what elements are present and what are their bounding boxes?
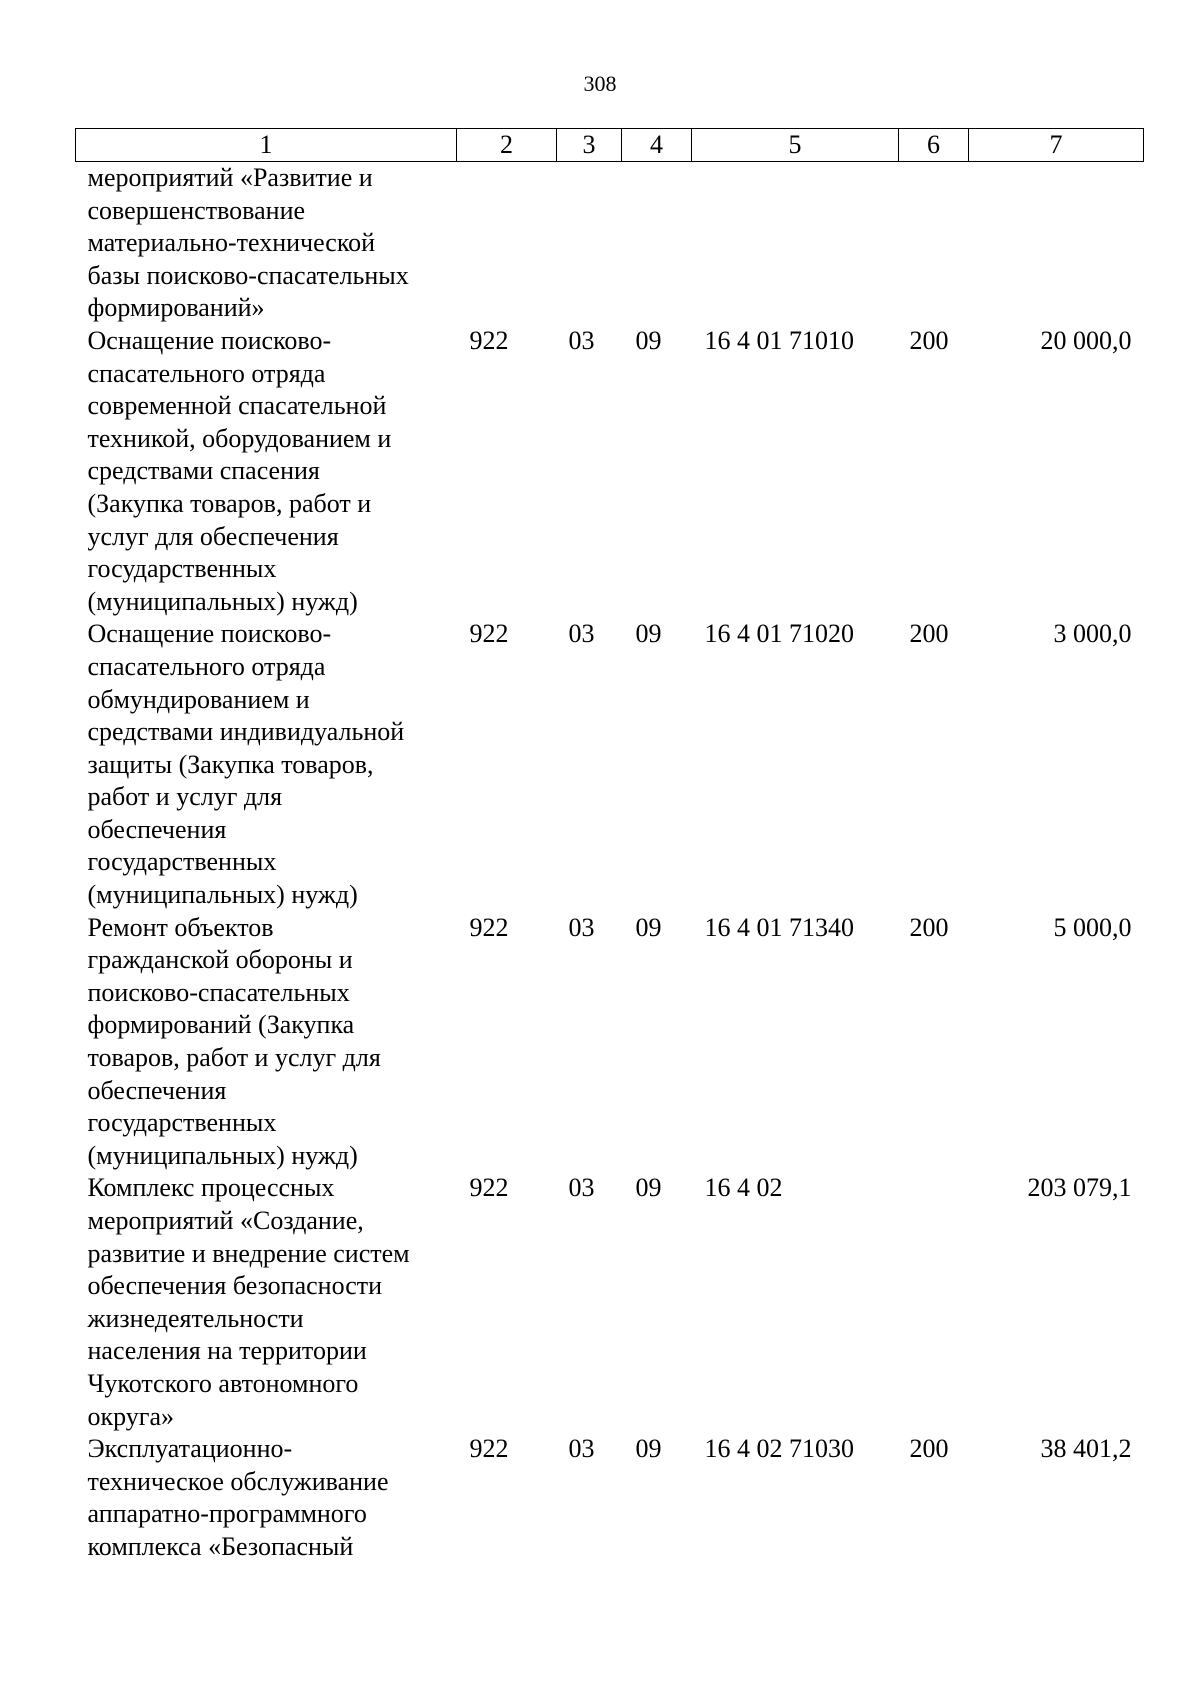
item-name-line: совершенствование <box>87 195 306 225</box>
item-name-line: спасательного отряда <box>87 651 326 681</box>
item-name-line: материально-технической <box>87 228 376 258</box>
amount-value: 3 000,0 <box>1053 619 1132 649</box>
item-name-line: Ремонт объектов <box>87 912 274 942</box>
item-name-line: (муниципальных) нужд) <box>87 1140 358 1170</box>
section-code: 03 <box>568 912 595 942</box>
item-name-line: государственных <box>87 847 277 877</box>
item-name-line: населения на территории <box>87 1336 367 1366</box>
admin-code: 922 <box>469 1434 509 1464</box>
item-name-line: обеспечения безопасности <box>87 1271 383 1301</box>
item-name-line: средствами индивидуальной <box>87 717 405 747</box>
admin-code: 922 <box>469 619 509 649</box>
item-name-line: товаров, работ и услуг для <box>87 1043 381 1073</box>
item-name-line: Эксплуатационно- <box>87 1434 293 1464</box>
item-name-line: обеспечения <box>87 1075 227 1105</box>
item-name-line: защиты (Закупка товаров, <box>87 749 374 779</box>
amount-value: 38 401,2 <box>1040 1434 1132 1464</box>
table-row <box>76 618 1144 911</box>
section-code: 03 <box>568 1173 595 1203</box>
table-row <box>76 162 1144 325</box>
target-article-code: 16 4 01 71340 <box>704 912 854 942</box>
item-name-line: округа» <box>87 1401 174 1431</box>
item-name-line: (муниципальных) нужд) <box>87 586 358 616</box>
item-name <box>76 1172 457 1433</box>
item-name-line: Оснащение поисково- <box>87 619 332 649</box>
item-name-line: (муниципальных) нужд) <box>87 880 358 910</box>
target-article-code <box>692 162 899 325</box>
header-row <box>76 129 1144 162</box>
column-header: 1 <box>76 129 457 162</box>
section-code: 03 <box>568 1434 595 1464</box>
target-article-code: 16 4 01 71010 <box>704 325 854 355</box>
item-name-line: формирований» <box>87 293 265 323</box>
column-header: 2 <box>457 129 557 162</box>
target-article-code: 16 4 01 71020 <box>704 619 854 649</box>
item-name-line: аппаратно-программного <box>87 1499 367 1529</box>
column-header: 3 <box>557 129 622 162</box>
column-header: 6 <box>899 129 969 162</box>
subsection-code: 09 <box>635 1434 662 1464</box>
item-name-line: мероприятий «Создание, <box>87 1206 364 1235</box>
item-name-line: современной спасательной <box>87 391 387 421</box>
table-row <box>76 912 1144 1173</box>
item-name-line: государственных <box>87 1108 277 1138</box>
item-name-line: формирований (Закупка <box>87 1010 355 1040</box>
item-name-line: развитие и внедрение систем <box>87 1238 410 1268</box>
admin-code: 922 <box>469 1173 509 1203</box>
item-name-line: поисково-спасательных <box>87 977 350 1007</box>
table-row <box>76 1172 1144 1433</box>
item-name <box>76 325 457 618</box>
expense-type-code <box>899 162 969 325</box>
amount-value: 20 000,0 <box>1040 325 1132 355</box>
budget-table <box>75 128 1144 1564</box>
expense-type-code: 200 <box>909 1434 949 1464</box>
item-name-line: работ и услуг для <box>87 782 283 812</box>
item-name-line: Чукотского автономного <box>87 1368 359 1398</box>
item-name-line: Комплекс процессных <box>87 1173 335 1203</box>
page-number: 308 <box>583 71 617 96</box>
item-name <box>76 1433 457 1563</box>
amount-value <box>969 162 1144 325</box>
admin-code: 922 <box>469 325 509 355</box>
item-name-line: мероприятий «Развитие и <box>87 163 373 192</box>
expense-type-code: 200 <box>909 912 949 942</box>
item-name-line: обмундированием и <box>87 684 310 714</box>
expense-type-code: 200 <box>909 619 949 649</box>
item-name-line: спасательного отряда <box>87 358 326 388</box>
expense-type-code: 200 <box>909 325 949 355</box>
item-name-line: комплекса «Безопасный <box>87 1531 354 1561</box>
item-name-line: государственных <box>87 554 277 584</box>
target-article-code: 16 4 02 <box>704 1173 783 1203</box>
section-code: 03 <box>568 619 595 649</box>
section-code: 03 <box>568 325 595 355</box>
table-row <box>76 1433 1144 1563</box>
item-name-line: техническое обслуживание <box>87 1466 389 1496</box>
item-name <box>76 912 457 1173</box>
item-name-line: Оснащение поисково- <box>87 325 332 355</box>
expense-type-code <box>899 1172 969 1433</box>
column-header: 5 <box>692 129 899 162</box>
section-code <box>557 162 622 325</box>
subsection-code: 09 <box>635 912 662 942</box>
subsection-code: 09 <box>635 1173 662 1203</box>
table-body <box>76 162 1144 1564</box>
admin-code <box>457 162 557 325</box>
column-header: 7 <box>969 129 1144 162</box>
item-name-line: (Закупка товаров, работ и <box>87 488 372 518</box>
item-name-line: услуг для обеспечения <box>87 521 339 551</box>
item-name-line: техникой, оборудованием и <box>87 423 392 453</box>
table-row <box>76 325 1144 618</box>
item-name-line: гражданской обороны и <box>87 945 353 975</box>
item-name <box>76 618 457 911</box>
amount-value: 5 000,0 <box>1053 912 1132 942</box>
amount-value: 203 079,1 <box>1027 1173 1132 1203</box>
column-header: 4 <box>622 129 692 162</box>
item-name <box>76 162 457 325</box>
subsection-code: 09 <box>635 619 662 649</box>
target-article-code: 16 4 02 71030 <box>704 1434 854 1464</box>
subsection-code: 09 <box>635 325 662 355</box>
item-name-line: базы поисково-спасательных <box>87 260 409 290</box>
admin-code: 922 <box>469 912 509 942</box>
item-name-line: жизнедеятельности <box>87 1303 304 1333</box>
subsection-code <box>622 162 692 325</box>
item-name-line: обеспечения <box>87 814 227 844</box>
item-name-line: средствами спасения <box>87 456 320 486</box>
